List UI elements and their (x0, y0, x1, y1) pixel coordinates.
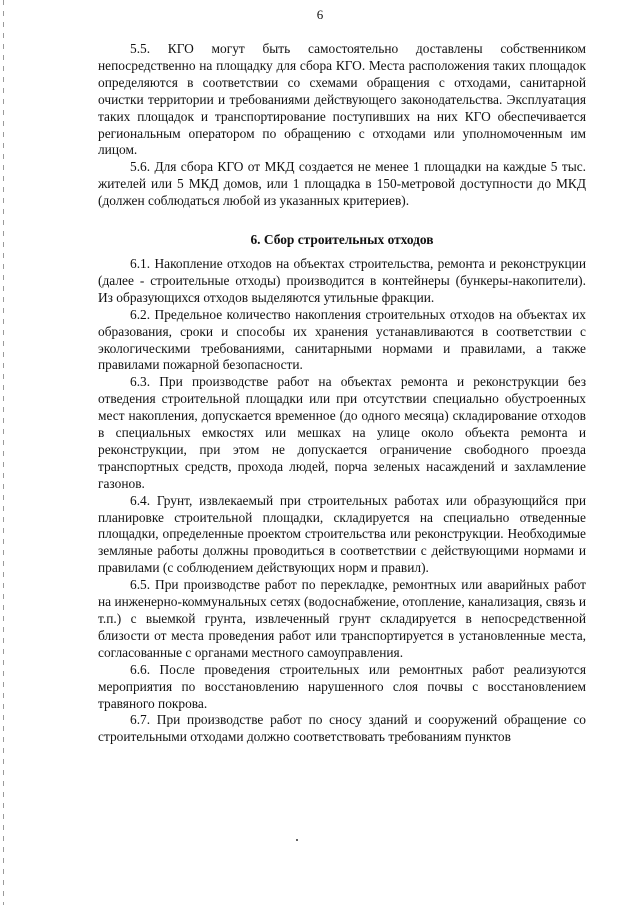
scan-edge-line (3, 0, 4, 905)
paragraph-6-5: 6.5. При производстве работ по перекладке, ремонтных или аварийных работ на инженерно-коммунальных сетях (водоснабжение, отопление, канализация, связь и т.п.) с выемкой грунта, извлеченный грунт складируется в непосредственной близости от места проведения работ или транспортируется в установленные места, согласованные с органами местного самоуправления. (98, 577, 586, 660)
paragraph-6-6: 6.6. После проведения строительных или ремонтных работ реализуются мероприятия по восстановлению нарушенного слоя почвы с восстановлением травяного покрова. (98, 661, 586, 711)
section-heading: 6. Сбор строительных отходов (250, 232, 434, 248)
paragraph-6-2: 6.2. Предельное количество накопления строительных отходов на объектах их образования, сроки и способы их хранения устанавливаются в соответствии с экологическими требованиями, санитарными нормами и правилами, а также правилами пожарной безопасности. (98, 306, 586, 373)
paragraph-5-6: 5.6. Для сбора КГО от МКД создается не менее 1 площадки на каждые 5 тыс. жителей или 5 МКД домов, или 1 площадка в 150-метровой доступности до МКД (должен соблюдаться любой из указанных критериев). (98, 159, 586, 209)
paragraph-6-7: 6.7. При производстве работ по сносу зданий и сооружений обращение со строительными отходами должно соответствовать требованиям пунктов (98, 712, 586, 745)
document-body (98, 41, 586, 746)
paragraph-6-4: 6.4. Грунт, извлекаемый при строительных работах или образующийся при планировке строительной площадки, складируется на специально отведенные площадки, определенные проектом строительства или реконструкции. Необходимые земляные работы должны проводиться в соответствии с действующими нормами и правилами (с соблюдением действующих норм и правил). (98, 492, 586, 576)
page-number: 6 (316, 7, 324, 22)
paragraph-5-5: 5.5. КГО могут быть самостоятельно доставлены собственником непосредственно на площадку для сбора КГО. Места расположения таких площадок определяются в соответствии со схемами обращения с отходами, санитарной очистки территории и требованиями действующего законодательства. Эксплуатация таких площадок и транспортирование поступивших на них КГО обеспечивается региональным оператором по обращению с отходами или уполномоченным им лицом. (98, 41, 586, 158)
paragraph-6-1: 6.1. Накопление отходов на объектах строительства, ремонта и реконструкции (далее - строительные отходы) производится в контейнеры (бункеры-накопители). Из образующихся отходов выделяются утильные фракции. (98, 255, 586, 305)
paragraph-6-3: 6.3. При производстве работ на объектах ремонта и реконструкции без отведения строительной площадки или при отсутствии специально обустроенных мест накопления, допускается временное (до одного месяца) складирование отходов в специальных емкостях или мешках на улице около объекта ремонта и реконструкции, при этом не допускается ограничение свободного проезда транспортных средств, прохода людей, порча зеленых насаждений и захламление газонов. (98, 374, 586, 491)
scan-speck (296, 839, 298, 841)
